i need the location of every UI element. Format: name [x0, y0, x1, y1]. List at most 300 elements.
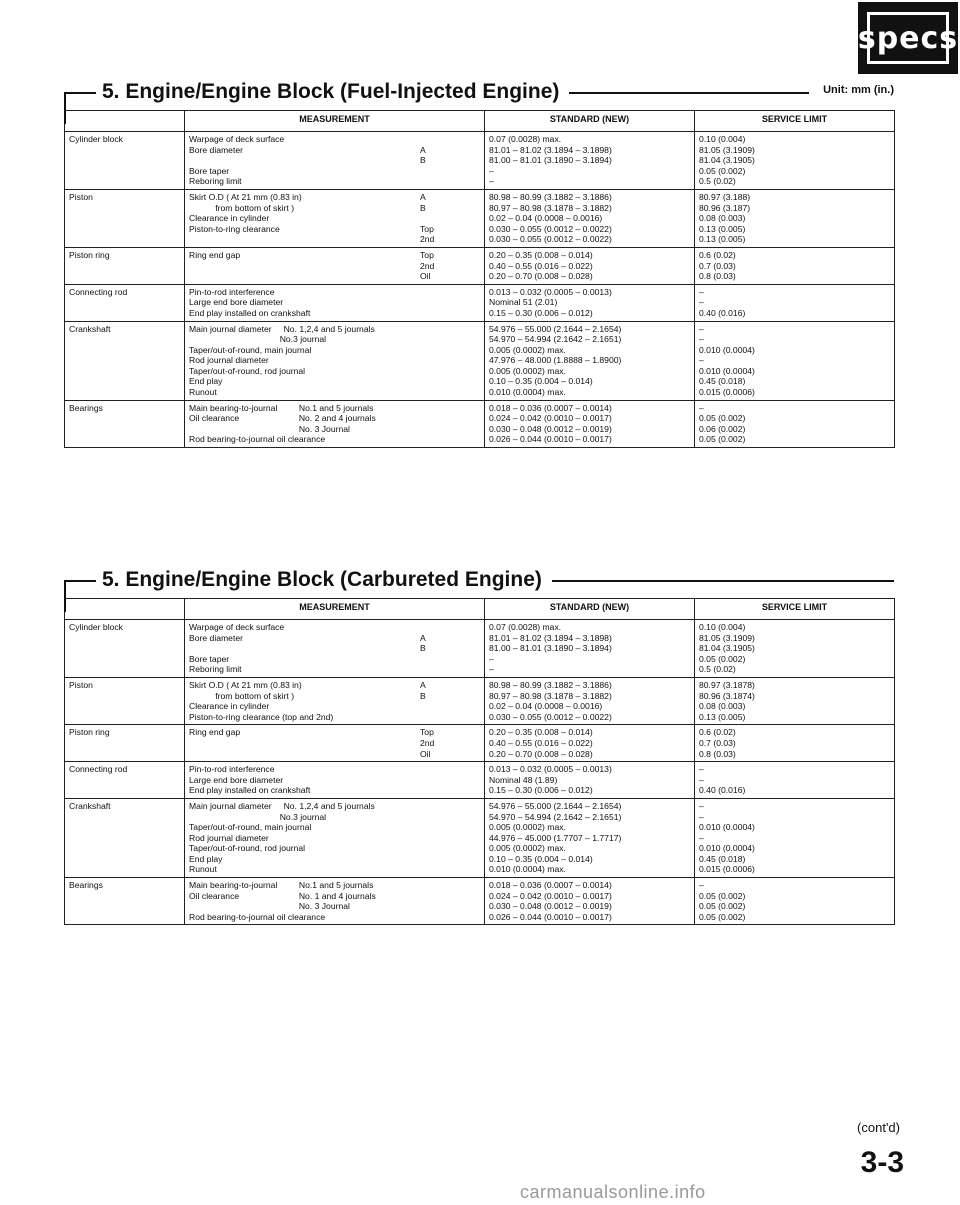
- measurement-suffix: [420, 287, 480, 298]
- measurement-text: Taper/out-of-round, rod journal: [189, 843, 306, 854]
- measurement-text: Large end bore diameter: [189, 297, 284, 308]
- service-limit-value: 80.96 (3.187): [699, 202, 751, 213]
- table-row: [65, 798, 895, 877]
- measurement-suffix: [420, 812, 480, 823]
- measurement-line: [189, 192, 480, 203]
- measurement-text: Oil clearance No. 1 and 4 journals: [189, 890, 376, 901]
- service-limit-value: 0.010 (0.0004): [699, 344, 755, 355]
- service-limit-value: 0.05 (0.002): [699, 890, 746, 901]
- service-limit-value: 0.10 (0.004): [699, 622, 746, 632]
- measurement-text: Main journal diameter No. 1,2,4 and 5 journals: [189, 323, 375, 334]
- service-limit-value: 81.04 (3.1905): [699, 643, 755, 654]
- measurement-text: Pin-to-rod interference: [189, 764, 275, 775]
- service-limit-cell: [695, 132, 895, 190]
- measurement-text: Piston-to-ring clearance: [189, 223, 280, 234]
- measurement-suffix: 2nd: [420, 737, 435, 748]
- header-service-limit: SERVICE LIMIT: [695, 599, 895, 620]
- service-limit-cell: [695, 400, 895, 447]
- measurement-line: [189, 643, 480, 654]
- measurement-text: Large end bore diameter: [189, 774, 284, 785]
- measurement-line: [189, 334, 480, 345]
- standard-value: 54.976 – 55.000 (2.1644 – 2.1654): [489, 800, 622, 811]
- measurement-line: [189, 308, 480, 319]
- header-service-limit: SERVICE LIMIT: [695, 111, 895, 132]
- standard-cell: [485, 284, 695, 321]
- service-limit-value: –: [699, 774, 704, 785]
- measurement-text: Rod bearing-to-journal oil clearance: [189, 434, 326, 445]
- service-limit-value: 0.13 (0.005): [699, 223, 746, 234]
- standard-value: 0.02 – 0.04 (0.0008 – 0.0016): [489, 213, 603, 224]
- measurement-line: [189, 633, 480, 644]
- measurement-suffix: Top: [420, 249, 434, 260]
- measurement-line: [189, 901, 480, 912]
- standard-value: –: [489, 664, 494, 675]
- measurement-text: Runout: [189, 864, 217, 875]
- service-limit-value: –: [699, 297, 704, 308]
- measurement-suffix: [420, 864, 480, 875]
- measurement-suffix: [420, 891, 480, 902]
- standard-value: 0.013 – 0.032 (0.0005 – 0.0013): [489, 764, 612, 775]
- service-limit-value: 0.010 (0.0004): [699, 822, 755, 833]
- measurement-text: [189, 749, 420, 760]
- row-category: Piston ring: [65, 725, 185, 762]
- measurement-suffix: [420, 355, 480, 366]
- measurement-text: Bore taper: [189, 653, 230, 664]
- measurement-suffix: [420, 413, 480, 424]
- measurement-text: No. 3 Journal: [189, 901, 350, 912]
- measurement-line: [189, 271, 480, 282]
- standard-cell: [485, 189, 695, 247]
- measurement-suffix: [420, 387, 480, 398]
- table-row: [65, 400, 895, 447]
- measurement-suffix: [420, 376, 480, 387]
- measurement-text: Oil clearance No. 2 and 4 journals: [189, 413, 376, 424]
- measurement-line: [189, 234, 480, 245]
- standard-value: 0.07 (0.0028) max.: [489, 134, 562, 144]
- standard-value: 0.024 – 0.042 (0.0010 – 0.0017): [489, 890, 612, 901]
- standard-value: 0.15 – 0.30 (0.006 – 0.012): [489, 307, 593, 318]
- standard-value: 0.20 – 0.35 (0.008 – 0.014): [489, 727, 593, 738]
- standard-value: 0.20 – 0.70 (0.008 – 0.028): [489, 271, 593, 282]
- measurement-text: [189, 271, 420, 282]
- measurement-suffix: [420, 176, 480, 187]
- standard-value: 54.970 – 54.994 (2.1642 – 2.1651): [489, 334, 622, 345]
- service-limit-value: 80.97 (3.1878): [699, 679, 755, 690]
- table-row: [65, 247, 895, 284]
- service-limit-cell: [695, 878, 895, 925]
- table-row: [65, 620, 895, 678]
- standard-value: –: [489, 165, 494, 176]
- measurement-text: Main bearing-to-journal No.1 and 5 journals: [189, 402, 374, 413]
- service-limit-value: 0.05 (0.002): [699, 901, 746, 912]
- measurement-text: No.3 journal: [189, 334, 327, 345]
- measurement-suffix: [420, 880, 480, 891]
- measurement-suffix: [420, 785, 480, 796]
- service-limit-value: 0.6 (0.02): [699, 727, 736, 738]
- measurement-cell: [185, 284, 485, 321]
- service-limit-value: 0.7 (0.03): [699, 260, 736, 271]
- measurement-text: Reboring limit: [189, 664, 242, 675]
- service-limit-cell: [695, 762, 895, 799]
- measurement-suffix: Top: [420, 727, 434, 738]
- measurement-suffix: A: [420, 632, 426, 643]
- service-limit-value: –: [699, 402, 704, 413]
- measurement-cell: [185, 762, 485, 799]
- standard-value: 0.026 – 0.044 (0.0010 – 0.0017): [489, 911, 612, 922]
- measurement-line: [189, 155, 480, 166]
- standard-value: 81.00 – 81.01 (3.1890 – 3.1894): [489, 155, 612, 166]
- measurement-line: [189, 424, 480, 435]
- table-row: [65, 762, 895, 799]
- row-category: Crankshaft: [65, 321, 185, 400]
- specs-badge-label: specs: [867, 12, 949, 64]
- standard-cell: [485, 620, 695, 678]
- measurement-line: [189, 775, 480, 786]
- measurement-line: [189, 654, 480, 665]
- measurement-suffix: [420, 366, 480, 377]
- measurement-line: [189, 324, 480, 335]
- measurement-line: [189, 403, 480, 414]
- measurement-line: [189, 727, 480, 738]
- table-header-row: [65, 111, 895, 132]
- measurement-text: No.3 journal: [189, 811, 327, 822]
- measurement-line: [189, 176, 480, 187]
- measurement-suffix: [420, 664, 480, 675]
- measurement-line: [189, 749, 480, 760]
- measurement-line: [189, 891, 480, 902]
- standard-cell: [485, 677, 695, 724]
- measurement-cell: [185, 247, 485, 284]
- service-limit-value: 0.05 (0.002): [699, 911, 746, 922]
- measurement-suffix: [420, 822, 480, 833]
- service-limit-value: 0.5 (0.02): [699, 664, 736, 675]
- measurement-suffix: [420, 712, 480, 723]
- standard-value: 0.018 – 0.036 (0.0007 – 0.0014): [489, 880, 612, 891]
- standard-cell: [485, 132, 695, 190]
- measurement-suffix: [420, 801, 480, 812]
- service-limit-value: –: [699, 811, 704, 822]
- section-corner-bracket: [64, 92, 96, 124]
- measurement-line: [189, 812, 480, 823]
- table-row: [65, 189, 895, 247]
- standard-value: 0.030 – 0.055 (0.0012 – 0.0022): [489, 234, 612, 245]
- measurement-suffix: Top: [420, 223, 434, 234]
- service-limit-value: –: [699, 764, 704, 775]
- measurement-suffix: [420, 308, 480, 319]
- section-header: [64, 80, 894, 110]
- standard-value: 44.976 – 45.000 (1.7707 – 1.7717): [489, 832, 622, 843]
- standard-value: 81.00 – 81.01 (3.1890 – 3.1894): [489, 643, 612, 654]
- standard-value: –: [489, 653, 494, 664]
- unit-label: Unit: mm (in.): [819, 84, 894, 96]
- measurement-suffix: Oil: [420, 271, 431, 282]
- measurement-suffix: A: [420, 679, 426, 690]
- standard-value: 0.40 – 0.55 (0.016 – 0.022): [489, 260, 593, 271]
- standard-value: 81.01 – 81.02 (3.1894 – 3.1898): [489, 632, 612, 643]
- measurement-line: [189, 413, 480, 424]
- table-header-row: [65, 599, 895, 620]
- measurement-text: from bottom of skirt ): [189, 202, 295, 213]
- measurement-cell: [185, 321, 485, 400]
- header-measurement: MEASUREMENT: [185, 111, 485, 132]
- standard-value: 0.030 – 0.048 (0.0012 – 0.0019): [489, 423, 612, 434]
- service-limit-value: –: [699, 334, 704, 345]
- measurement-line: [189, 355, 480, 366]
- row-category: Connecting rod: [65, 762, 185, 799]
- standard-value: 0.20 – 0.35 (0.008 – 0.014): [489, 249, 593, 260]
- measurement-text: [189, 234, 420, 245]
- measurement-suffix: B: [420, 690, 426, 701]
- table-row: [65, 132, 895, 190]
- measurement-cell: [185, 677, 485, 724]
- service-limit-value: 0.05 (0.002): [699, 653, 746, 664]
- measurement-suffix: [420, 403, 480, 414]
- service-limit-cell: [695, 677, 895, 724]
- measurement-text: Rod journal diameter: [189, 832, 269, 843]
- measurement-line: [189, 664, 480, 675]
- measurement-text: from bottom of skirt ): [189, 690, 295, 701]
- row-category: Piston ring: [65, 247, 185, 284]
- service-limit-value: –: [699, 800, 704, 811]
- service-limit-value: –: [699, 832, 704, 843]
- measurement-suffix: 2nd: [420, 234, 435, 245]
- measurement-text: Clearance in cylinder: [189, 701, 270, 712]
- service-limit-value: 0.5 (0.02): [699, 176, 736, 187]
- measurement-cell: [185, 400, 485, 447]
- measurement-suffix: [420, 901, 480, 912]
- service-limit-value: 0.40 (0.016): [699, 785, 746, 796]
- standard-value: 0.024 – 0.042 (0.0010 – 0.0017): [489, 413, 612, 424]
- service-limit-value: 0.40 (0.016): [699, 307, 746, 318]
- standard-cell: [485, 878, 695, 925]
- measurement-suffix: B: [420, 202, 426, 213]
- measurement-cell: [185, 798, 485, 877]
- section-corner-bracket: [64, 580, 96, 612]
- measurement-suffix: [420, 297, 480, 308]
- measurement-line: [189, 854, 480, 865]
- standard-value: Nominal 48 (1.89): [489, 774, 558, 785]
- standard-value: 80.98 – 80.99 (3.1882 – 3.1886): [489, 679, 612, 690]
- service-limit-value: 0.05 (0.002): [699, 165, 746, 176]
- measurement-text: Pin-to-rod interference: [189, 286, 275, 297]
- row-category: Cylinder block: [65, 132, 185, 190]
- service-limit-cell: [695, 247, 895, 284]
- measurement-suffix: [420, 854, 480, 865]
- section-title: 5. Engine/Engine Block (Carbureted Engine): [102, 568, 552, 592]
- standard-value: 54.970 – 54.994 (2.1642 – 2.1651): [489, 811, 622, 822]
- measurement-line: [189, 213, 480, 224]
- measurement-suffix: [420, 912, 480, 923]
- measurement-line: [189, 261, 480, 272]
- measurement-text: [189, 155, 420, 166]
- measurement-suffix: [420, 434, 480, 445]
- service-limit-cell: [695, 798, 895, 877]
- measurement-text: Bore taper: [189, 165, 230, 176]
- measurement-text: Runout: [189, 387, 217, 398]
- measurement-suffix: A: [420, 191, 426, 202]
- measurement-text: Skirt O.D ( At 21 mm (0.83 in): [189, 679, 302, 690]
- row-category: Cylinder block: [65, 620, 185, 678]
- service-limit-cell: [695, 189, 895, 247]
- row-category: Crankshaft: [65, 798, 185, 877]
- service-limit-value: 80.97 (3.188): [699, 191, 751, 202]
- measurement-text: Rod bearing-to-journal oil clearance: [189, 911, 326, 922]
- measurement-line: [189, 822, 480, 833]
- header-measurement: MEASUREMENT: [185, 599, 485, 620]
- standard-value: –: [489, 176, 494, 187]
- measurement-suffix: 2nd: [420, 260, 435, 271]
- measurement-line: [189, 691, 480, 702]
- service-limit-cell: [695, 620, 895, 678]
- service-limit-value: 0.45 (0.018): [699, 376, 746, 387]
- measurement-line: [189, 843, 480, 854]
- measurement-line: [189, 166, 480, 177]
- standard-value: Nominal 51 (2.01): [489, 297, 558, 308]
- measurement-line: [189, 345, 480, 356]
- service-limit-value: 0.8 (0.03): [699, 271, 736, 282]
- measurement-text: [189, 738, 420, 749]
- measurement-line: [189, 224, 480, 235]
- table-row: [65, 321, 895, 400]
- service-limit-value: 0.010 (0.0004): [699, 843, 755, 854]
- standard-value: 0.15 – 0.30 (0.006 – 0.012): [489, 785, 593, 796]
- measurement-line: [189, 764, 480, 775]
- section-fuel-injected: [64, 80, 894, 448]
- service-limit-value: 0.08 (0.003): [699, 213, 746, 224]
- measurement-line: [189, 738, 480, 749]
- service-limit-value: 0.010 (0.0004): [699, 365, 755, 376]
- service-limit-value: –: [699, 880, 704, 891]
- measurement-line: [189, 912, 480, 923]
- measurement-text: Taper/out-of-round, main journal: [189, 344, 312, 355]
- standard-value: 81.01 – 81.02 (3.1894 – 3.1898): [489, 144, 612, 155]
- service-limit-value: 0.05 (0.002): [699, 434, 746, 445]
- standard-value: 0.005 (0.0002) max.: [489, 365, 566, 376]
- page-number: 3-3: [860, 1146, 904, 1179]
- standard-value: 0.010 (0.0004) max.: [489, 864, 566, 875]
- service-limit-value: 0.10 (0.004): [699, 134, 746, 144]
- service-limit-value: 80.96 (3.1874): [699, 690, 755, 701]
- standard-value: 80.98 – 80.99 (3.1882 – 3.1886): [489, 191, 612, 202]
- measurement-suffix: [420, 775, 480, 786]
- service-limit-value: –: [699, 323, 704, 334]
- spec-table: [64, 110, 895, 448]
- measurement-line: [189, 387, 480, 398]
- measurement-line: [189, 785, 480, 796]
- section-header: [64, 568, 894, 598]
- service-limit-value: 0.015 (0.0006): [699, 387, 755, 398]
- service-limit-value: 0.6 (0.02): [699, 249, 736, 260]
- continued-note: (cont'd): [857, 1120, 900, 1135]
- standard-value: 0.010 (0.0004) max.: [489, 387, 566, 398]
- measurement-suffix: [420, 701, 480, 712]
- measurement-text: Main journal diameter No. 1,2,4 and 5 journals: [189, 800, 375, 811]
- measurement-suffix: [420, 764, 480, 775]
- measurement-line: [189, 880, 480, 891]
- table-row: [65, 677, 895, 724]
- measurement-line: [189, 134, 480, 145]
- standard-value: 0.005 (0.0002) max.: [489, 843, 566, 854]
- service-limit-value: 0.8 (0.03): [699, 748, 736, 759]
- service-limit-value: 81.04 (3.1905): [699, 155, 755, 166]
- service-limit-value: 81.05 (3.1909): [699, 144, 755, 155]
- standard-value: 0.40 – 0.55 (0.016 – 0.022): [489, 737, 593, 748]
- measurement-line: [189, 622, 480, 633]
- measurement-line: [189, 434, 480, 445]
- service-limit-cell: [695, 321, 895, 400]
- standard-value: 47.976 – 48.000 (1.8888 – 1.8900): [489, 355, 622, 366]
- service-limit-value: –: [699, 286, 704, 297]
- standard-value: 0.026 – 0.044 (0.0010 – 0.0017): [489, 434, 612, 445]
- measurement-suffix: [420, 334, 480, 345]
- standard-value: 0.018 – 0.036 (0.0007 – 0.0014): [489, 402, 612, 413]
- row-category: Piston: [65, 189, 185, 247]
- service-limit-value: 0.13 (0.005): [699, 234, 746, 245]
- measurement-cell: [185, 878, 485, 925]
- standard-cell: [485, 247, 695, 284]
- measurement-text: Bore diameter: [189, 144, 243, 155]
- measurement-text: Clearance in cylinder: [189, 213, 270, 224]
- measurement-line: [189, 833, 480, 844]
- measurement-text: Warpage of deck surface: [189, 622, 285, 632]
- standard-value: 0.013 – 0.032 (0.0005 – 0.0013): [489, 286, 612, 297]
- measurement-suffix: [420, 134, 480, 145]
- service-limit-value: 0.05 (0.002): [699, 413, 746, 424]
- standard-cell: [485, 400, 695, 447]
- measurement-line: [189, 712, 480, 723]
- measurement-cell: [185, 132, 485, 190]
- measurement-cell: [185, 620, 485, 678]
- standard-value: 80.97 – 80.98 (3.1878 – 3.1882): [489, 690, 612, 701]
- measurement-suffix: [420, 213, 480, 224]
- service-limit-cell: [695, 284, 895, 321]
- row-category: Bearings: [65, 878, 185, 925]
- table-row: [65, 725, 895, 762]
- measurement-line: [189, 376, 480, 387]
- measurement-suffix: [420, 843, 480, 854]
- standard-value: 0.005 (0.0002) max.: [489, 344, 566, 355]
- measurement-line: [189, 287, 480, 298]
- measurement-text: Skirt O.D ( At 21 mm (0.83 in): [189, 191, 302, 202]
- service-limit-value: –: [699, 355, 704, 366]
- watermark: carmanualsonline.info: [520, 1182, 706, 1202]
- measurement-text: Warpage of deck surface: [189, 134, 285, 144]
- standard-value: 0.10 – 0.35 (0.004 – 0.014): [489, 376, 593, 387]
- measurement-text: Taper/out-of-round, main journal: [189, 822, 312, 833]
- measurement-text: Ring end gap: [189, 249, 241, 260]
- standard-cell: [485, 762, 695, 799]
- standard-value: 0.07 (0.0028) max.: [489, 622, 562, 632]
- measurement-line: [189, 864, 480, 875]
- standard-value: 54.976 – 55.000 (2.1644 – 2.1654): [489, 323, 622, 334]
- measurement-text: Ring end gap: [189, 727, 241, 738]
- measurement-text: End play: [189, 376, 223, 387]
- measurement-line: [189, 203, 480, 214]
- measurement-text: Bore diameter: [189, 632, 243, 643]
- standard-value: 80.97 – 80.98 (3.1878 – 3.1882): [489, 202, 612, 213]
- measurement-text: Piston-to-ring clearance (top and 2nd): [189, 711, 334, 722]
- measurement-text: End play: [189, 853, 223, 864]
- measurement-text: [189, 643, 420, 654]
- measurement-suffix: Oil: [420, 748, 431, 759]
- measurement-line: [189, 366, 480, 377]
- measurement-text: No. 3 Journal: [189, 423, 350, 434]
- header-standard: STANDARD (NEW): [485, 111, 695, 132]
- section-carbureted: [64, 568, 894, 925]
- table-row: [65, 878, 895, 925]
- measurement-suffix: A: [420, 144, 426, 155]
- measurement-suffix: [420, 654, 480, 665]
